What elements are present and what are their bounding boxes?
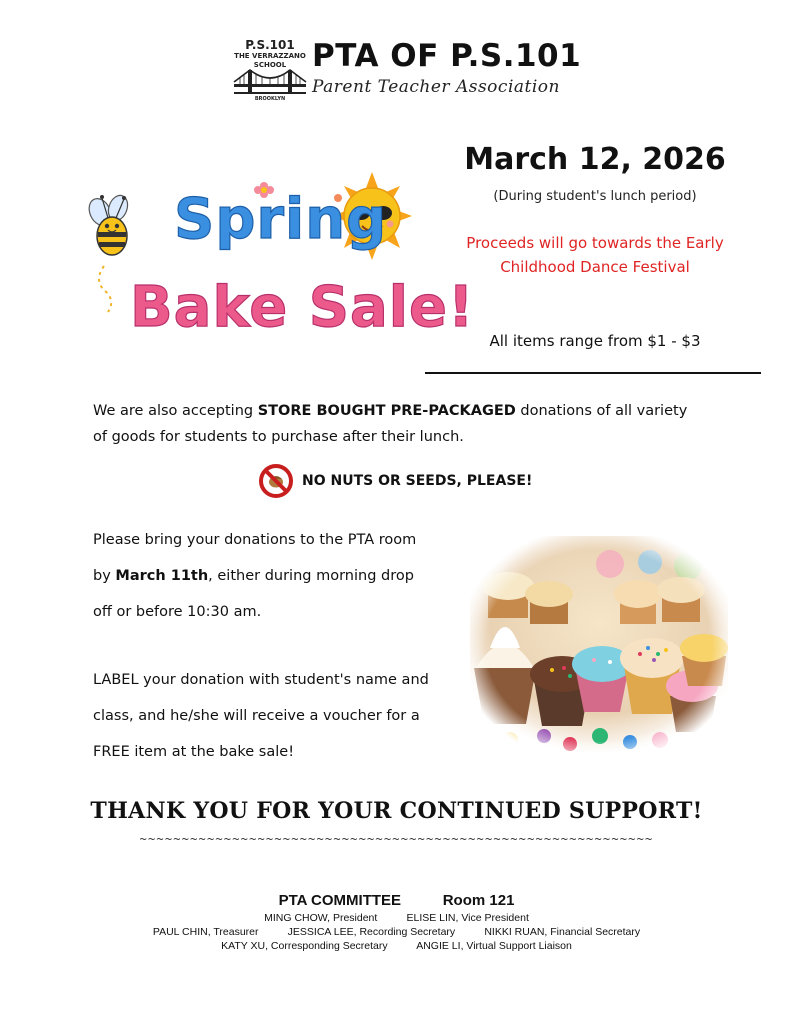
price-range: All items range from $1 - $3 bbox=[489, 332, 701, 350]
seal-school-name: THE VERRAZZANO bbox=[234, 52, 306, 60]
label-instructions-paragraph bbox=[93, 662, 463, 770]
drop-off-paragraph bbox=[93, 522, 463, 630]
label-line-1: LABEL your donation with student's name and bbox=[93, 672, 429, 688]
committee-heading: PTA COMMITTEE Room 121 bbox=[278, 892, 515, 909]
label-line-3: FREE item at the bake sale! bbox=[93, 744, 295, 760]
drop-off-when: , either during morning drop bbox=[208, 568, 414, 584]
organization-subtitle: Parent Teacher Association bbox=[312, 77, 560, 97]
organization-title: PTA OF P.S.101 bbox=[312, 38, 582, 74]
no-nuts-prohibited-icon bbox=[258, 463, 294, 499]
drop-off-line-3: off or before 10:30 am. bbox=[93, 604, 262, 620]
drop-off-line-1: Please bring your donations to the PTA room bbox=[93, 532, 417, 548]
drop-off-by: by bbox=[93, 568, 116, 584]
decorative-tilde-line: ~~~~~~~~~~~~~~~~~~~~~~~~~~~~~~~~~~~~~~~~~~~~~~~~~~~~~~~~~~~~~ bbox=[139, 832, 654, 846]
seal-school-number: P.S.101 bbox=[245, 38, 295, 52]
event-date: March 12, 2026 bbox=[464, 142, 726, 177]
seal-school-label: SCHOOL bbox=[253, 61, 287, 69]
donation-info-line-2: of goods for students to purchase after their lunch. bbox=[93, 429, 464, 445]
no-nuts-text: NO NUTS OR SEEDS, PLEASE! bbox=[302, 473, 533, 489]
donation-emphasis: STORE BOUGHT PRE-PACKAGED bbox=[257, 403, 516, 419]
committee-members-line-3: KATY XU, Corresponding Secretary ANGIE LI, Virtual Support Liaison bbox=[221, 940, 572, 952]
seal-borough: BROOKLYN bbox=[254, 96, 286, 102]
proceeds-note bbox=[442, 231, 748, 279]
donation-rest: donations of all variety bbox=[515, 403, 688, 419]
bee-icon bbox=[85, 193, 131, 312]
donation-info-paragraph bbox=[93, 398, 713, 450]
proceeds-line-2: Childhood Dance Festival bbox=[500, 258, 690, 276]
bridge-icon bbox=[234, 68, 306, 96]
proceeds-line-1: Proceeds will go towards the Early bbox=[466, 234, 724, 252]
pta-logo bbox=[232, 38, 582, 104]
label-line-2: class, and he/she will receive a voucher for a bbox=[93, 708, 420, 724]
hero-bake-sale-text: Bake Sale! bbox=[130, 275, 475, 340]
drop-off-deadline: March 11th bbox=[115, 568, 209, 584]
cupcakes-photo bbox=[470, 536, 728, 754]
committee-members-line-2: PAUL CHIN, Treasurer JESSICA LEE, Recording Secretary NIKKI RUAN, Financial Secretary bbox=[152, 926, 641, 938]
spring-bake-sale-artwork bbox=[82, 168, 475, 340]
committee-members-line-1: MING CHOW, President ELISE LIN, Vice President bbox=[264, 912, 529, 924]
hero-spring-text: Spring bbox=[174, 187, 388, 252]
thank-you-banner: THANK YOU FOR YOUR CONTINUED SUPPORT! bbox=[90, 798, 703, 824]
school-seal-logo bbox=[232, 38, 308, 104]
donation-info-line-1 bbox=[93, 398, 713, 424]
event-time-note: (During student's lunch period) bbox=[493, 189, 697, 204]
no-nuts-notice bbox=[258, 463, 532, 499]
section-divider bbox=[425, 372, 761, 374]
drop-off-line-2 bbox=[93, 558, 463, 594]
donation-intro: We are also accepting bbox=[93, 403, 258, 419]
